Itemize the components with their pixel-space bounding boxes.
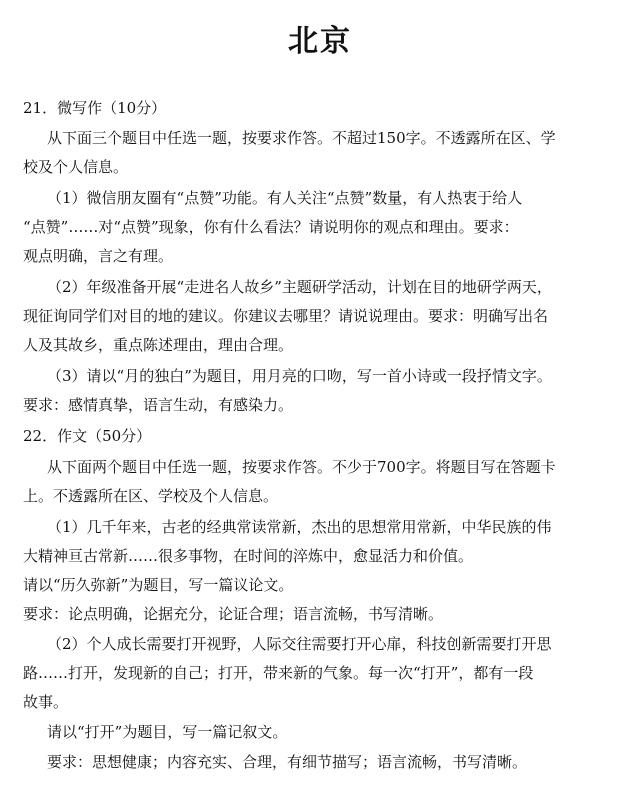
q22-opt2-line5: 要求：思想健康；内容充实、合理，有细节描写；语言流畅，书写清晰。 bbox=[47, 753, 528, 771]
q22-opt1-line3: 请以“历久弥新”为题目，写一篇议论文。 bbox=[23, 576, 294, 594]
q21-intro-line2: 校及个人信息。 bbox=[23, 158, 129, 176]
q21-opt1-line1: （1）微信朋友圈有“点赞”功能。有人关注“点赞”数量，有人热衷于给人 bbox=[47, 189, 523, 207]
q21-opt1-line3: 观点明确，言之有理。 bbox=[23, 247, 174, 265]
q21-opt2-line1: （2）年级准备开展“走进名人故乡”主题研学活动，计划在目的地研学两天， bbox=[47, 278, 552, 296]
q22-opt1-line4: 要求：论点明确，论据充分，论证合理；语言流畅，书写清晰。 bbox=[23, 605, 444, 623]
q22-opt2-line4: 请以“打开”为题目，写一篇记叙文。 bbox=[47, 723, 288, 741]
q22-heading: 22．作文（50分） bbox=[23, 427, 152, 445]
q21-opt2-line3: 人及其故乡，重点陈述理由，理由合理。 bbox=[23, 336, 294, 354]
q22-intro-line1: 从下面两个题目中任选一题，按要求作答。不少于700字。将题目写在答题卡 bbox=[47, 458, 556, 476]
q22-opt1-line2: 大精神亘古常新……很多事物，在时间的淬炼中，愈显活力和价值。 bbox=[23, 547, 474, 565]
page-title: 北京 bbox=[288, 24, 352, 59]
q22-opt2-line3: 故事。 bbox=[23, 693, 69, 711]
q22-intro-line2: 上。不透露所在区、学校及个人信息。 bbox=[23, 487, 279, 505]
q21-opt1-line2: “点赞”……对“点赞”现象，你有什么看法？请说明你的观点和理由。要求： bbox=[23, 218, 519, 236]
q22-opt2-line2: 路……打开，发现新的自己；打开，带来新的气象。每一次“打开”，都有一段 bbox=[23, 664, 534, 682]
q21-opt3-line1: （3）请以“月的独白”为题目，用月亮的口吻，写一首小诗或一段抒情文字。 bbox=[47, 367, 552, 385]
q21-heading: 21．微写作（10分） bbox=[23, 99, 167, 117]
q22-opt1-line1: （1）几千年来，古老的经典常读常新，杰出的思想常用常新，中华民族的伟 bbox=[47, 518, 552, 536]
q21-intro-line1: 从下面三个题目中任选一题，按要求作答。不超过150字。不透露所在区、学 bbox=[47, 129, 556, 147]
q22-opt2-line1: （2）个人成长需要打开视野，人际交往需要打开心扉，科技创新需要打开思 bbox=[47, 635, 552, 653]
q21-opt3-line2: 要求：感情真挚，语言生动，有感染力。 bbox=[23, 396, 294, 414]
q21-opt2-line2: 现征询同学们对目的地的建议。你建议去哪里？请说说理由。要求：明确写出名 bbox=[23, 307, 549, 325]
